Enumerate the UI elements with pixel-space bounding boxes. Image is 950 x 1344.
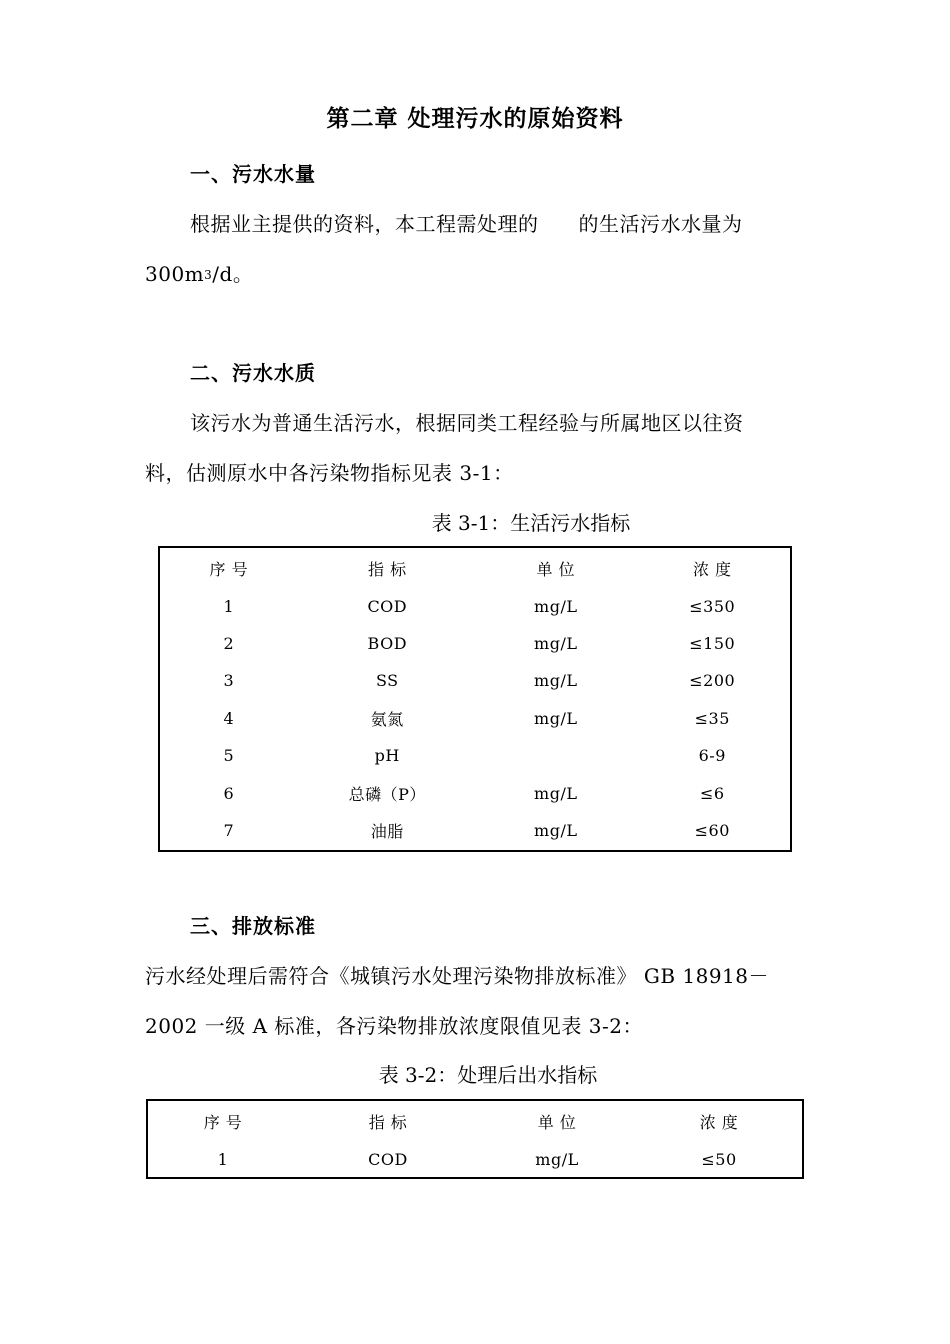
table-cell: ≤350 [689,596,736,616]
chapter-title: 第二章 处理污水的原始资料 [326,106,624,132]
paragraph-line [145,258,253,287]
header-cell: 序 号 [203,1113,243,1133]
table-row [160,662,790,699]
table-cell: ≤150 [689,633,736,653]
table-cell: 3 [223,671,235,691]
sewage-index-table [158,546,792,852]
table-cell: 1 [223,596,235,616]
table-cell: mg/L [534,671,578,691]
header-cell: 单 位 [537,1113,577,1133]
superscript: 3 [204,268,213,282]
table-caption: 表 3-2：处理后出水指标 [378,1063,598,1087]
paragraph-line: 料，估测原水中各污染物指标见表 3-1： [145,461,514,485]
paragraph-line: 2002 一级 A 标准，各污染物排放浓度限值见表 3-2： [145,1014,643,1038]
section-heading-water-quality: 二、污水水质 [190,361,316,385]
header-cell: 单 位 [536,560,576,580]
table-cell: pH [374,746,400,766]
table-cell: COD [368,1149,408,1169]
header-cell: 序 号 [209,560,249,580]
table-cell: 7 [223,820,235,840]
table-cell: 2 [223,633,235,653]
table-cell: mg/L [534,596,578,616]
paragraph-line: 该污水为普通生活污水，根据同类工程经验与所属地区以往资 [190,411,744,435]
table-cell: 总磷（P） [348,784,426,804]
table-cell: 油脂 [370,821,404,841]
table-header-row [148,1103,802,1140]
paragraph-text: 的生活污水水量为 [578,212,743,236]
table-caption: 表 3-1：生活污水指标 [431,511,631,535]
header-cell: 浓 度 [699,1113,739,1133]
table-cell: 1 [217,1149,229,1169]
table-cell: mg/L [534,783,578,803]
table-cell: mg/L [534,633,578,653]
table-row [148,1140,802,1177]
table-cell: ≤200 [689,671,736,691]
effluent-index-table [146,1099,804,1179]
table-row [160,812,790,849]
table-row [160,737,790,774]
table-cell: SS [375,671,399,691]
table-cell: BOD [367,633,408,653]
table-cell: ≤35 [694,708,730,728]
table-cell: ≤60 [694,820,730,840]
table-cell: 6 [223,783,235,803]
section-heading-discharge-standard: 三、排放标准 [190,914,316,938]
header-cell: 浓 度 [692,560,732,580]
table-row [160,774,790,811]
table-cell: 氨氮 [370,709,404,729]
header-cell: 指 标 [367,560,407,580]
paragraph-line: 污水经处理后需符合《城镇污水处理污染物排放标准》 GB 18918－ [145,964,770,988]
header-cell: 指 标 [368,1113,408,1133]
table-cell: mg/L [534,820,578,840]
table-row [160,587,790,624]
table-cell: mg/L [534,708,578,728]
section-heading-water-quantity: 一、污水水量 [190,162,316,186]
paragraph-text: 根据业主提供的资料，本工程需处理的 [190,212,539,236]
table-cell: 5 [223,746,235,766]
table-cell: 4 [223,708,235,728]
table-cell: ≤50 [701,1149,737,1169]
table-header-row [160,550,790,587]
table-cell: mg/L [535,1149,579,1169]
table-cell: 6-9 [698,746,726,766]
paragraph-text: 300m [145,262,205,286]
table-row [160,625,790,662]
table-cell: ≤6 [699,783,725,803]
table-row [160,700,790,737]
table-cell: COD [367,596,408,616]
paragraph-line [190,208,743,237]
paragraph-text: /d。 [212,262,254,286]
